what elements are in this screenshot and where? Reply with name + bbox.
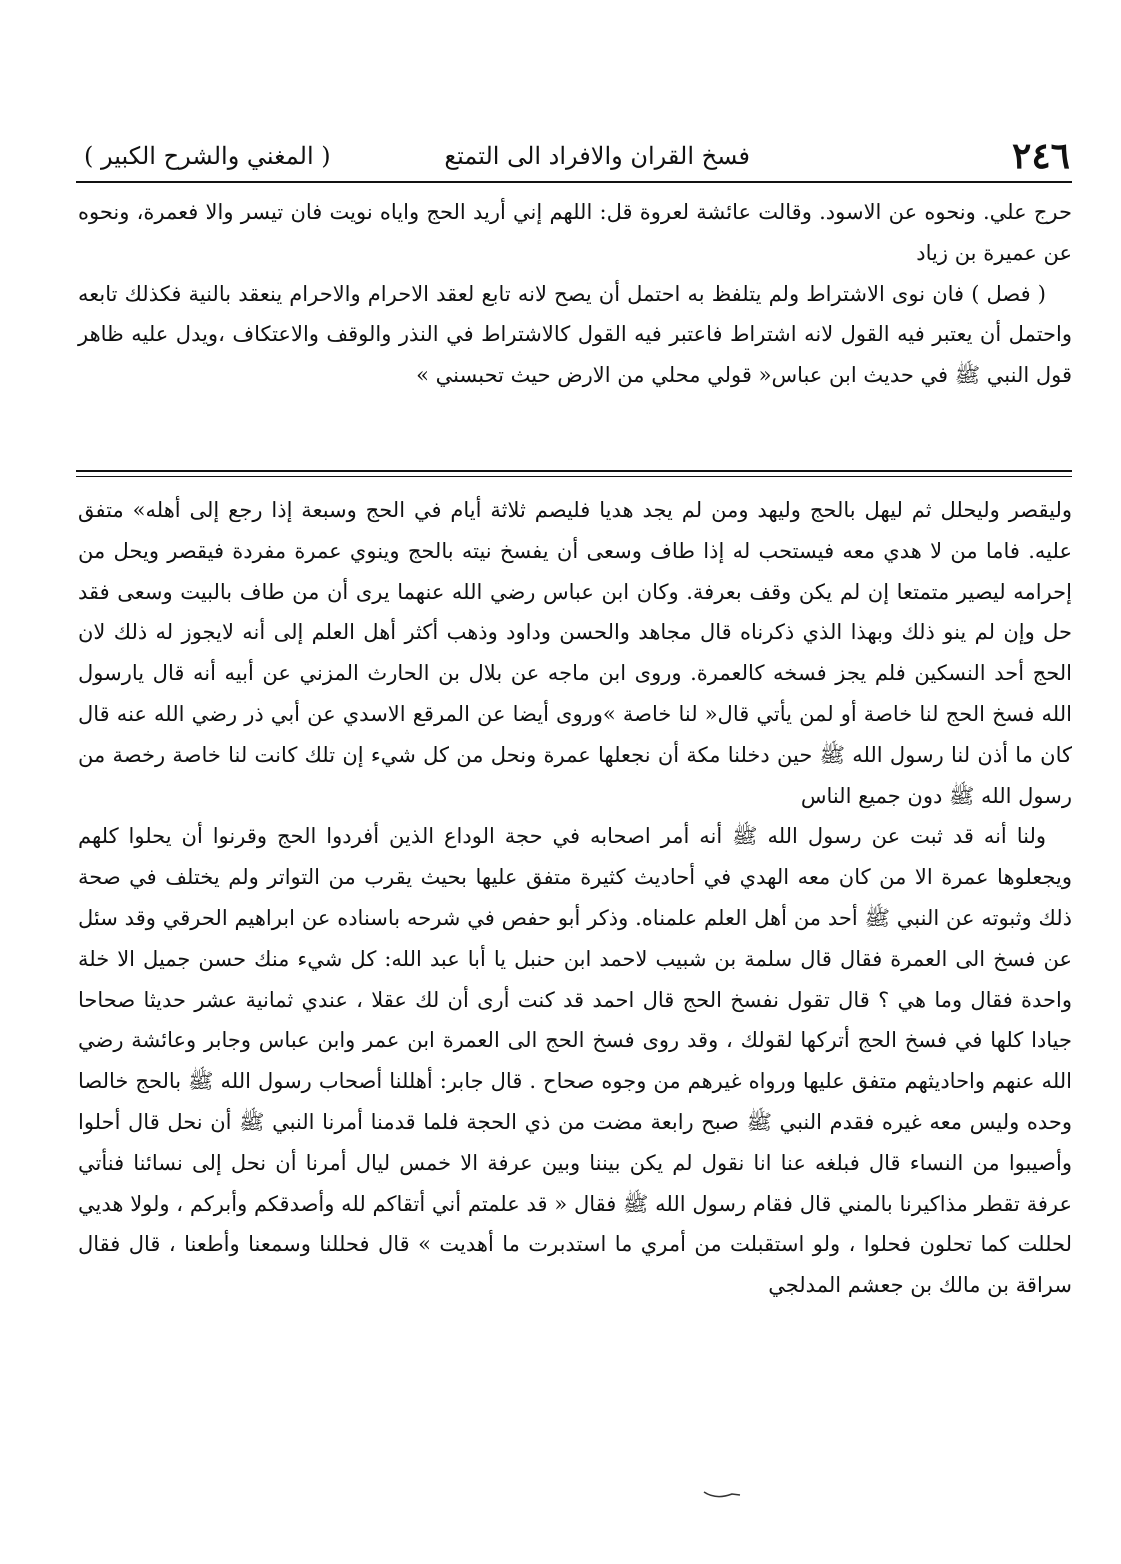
header-rule — [76, 181, 1072, 183]
section-divider — [76, 470, 1072, 472]
upper-text-section — [78, 192, 1072, 396]
book-title: ( المغني والشرح الكبير ) — [84, 142, 331, 170]
catchword-mark — [702, 1488, 742, 1500]
paragraph: وليقصر وليحلل ثم ليهل بالحج وليهد ومن لم يجد هديا فليصم ثلاثة أيام في الحج وسبعة إذا رجع إلى أهله» متفق عليه. فاما من لا هدي معه فيستحب له إذا طاف وسعى أن يفسخ نيته بالحج وينوي عمرة مفردة فيقصر ويحل من إحرامه ليصير متمتعا إن لم يكن وقف بعرفة. وكان ابن عباس رضي الله عنهما يرى أن من طاف بالبيت وسعى فقد حل وإن لم ينو ذلك وبهذا الذي ذكرناه قال مجاهد والحسن وداود وذهب أكثر أهل العلم إلى أنه لايجوز له ذلك لان الحج أحد النسكين فلم يجز فسخه كالعمرة. وروى ابن ماجه عن بلال بن الحارث المزني عن أبيه أنه قال يارسول الله فسخ الحج لنا خاصة أو لمن يأتي قال« لنا خاصة »وروى أيضا عن المرقع الاسدي عن أبي ذر رضي الله عنه قال كان ما أذن لنا رسول الله ﷺ حين دخلنا مكة أن نجعلها عمرة ونحل من كل شيء إن تلك كانت لنا خاصة رخصة من رسول الله ﷺ دون جميع الناس — [78, 498, 1072, 808]
lower-text-section — [78, 490, 1072, 1306]
paragraph: حرج علي. ونحوه عن الاسود. وقالت عائشة لعروة قل: اللهم إني أريد الحج واياه نويت فان تيسر والا فعمرة، ونحوه عن عميرة بن زياد — [78, 200, 1072, 265]
running-title: فسخ القران والافراد الى التمتع — [444, 142, 750, 170]
page-header — [70, 136, 1070, 178]
page-number: ٢٤٦ — [1011, 135, 1070, 177]
paragraph: ولنا أنه قد ثبت عن رسول الله ﷺ أنه أمر اصحابه في حجة الوداع الذين أفردوا الحج وقرنوا أن يحلوا كلهم ويجعلوها عمرة الا من كان معه الهدي في أحاديث كثيرة متفق عليها بحيث يقرب من التواتر ولم يختلف في صحة ذلك وثبوته عن النبي ﷺ أحد من أهل العلم علمناه. وذكر أبو حفص في شرحه باسناده عن ابراهيم الحرقي وقد سئل عن فسخ الى العمرة فقال قال سلمة بن شبيب لاحمد ابن حنبل يا أبا عبد الله: كل شيء منك حسن جميل الا خلة واحدة فقال وما هي ؟ قال تقول نفسخ الحج قال احمد قد كنت أرى أن لك عقلا ، عندي ثمانية عشر حديثا صحاحا جيادا كلها في فسخ الحج أتركها لقولك ، وقد روى فسخ الحج الى العمرة ابن عمر وابن عباس وجابر وعائشة رضي الله عنهم واحاديثهم متفق عليها ورواه غيرهم من وجوه صحاح . قال جابر: أهللنا أصحاب رسول الله ﷺ بالحج خالصا وحده وليس معه غيره فقدم النبي ﷺ صبح رابعة مضت من ذي الحجة فلما قدمنا أمرنا النبي ﷺ أن نحل قال أحلوا وأصيبوا من النساء قال فبلغه عنا انا نقول لم يكن بيننا وبين عرفة الا خمس ليال أمرنا أن نحل إلى نسائنا فنأتي عرفة تقطر مذاكيرنا بالمني قال فقام رسول الله ﷺ فقال « قد علمتم أني أتقاكم لله وأصدقكم وأبركم ، ولولا هديي لحللت كما تحلون فحلوا ، ولو استقبلت من أمري ما استدبرت ما أهديت » قال فحللنا وسمعنا وأطعنا ، قال فقال سراقة بن مالك بن جعشم المدلجي — [78, 824, 1072, 1298]
section-divider — [76, 476, 1072, 477]
paragraph: ( فصل ) فان نوى الاشتراط ولم يتلفظ به احتمل أن يصح لانه تابع لعقد الاحرام والاحرام ينعقد بالنية فكذلك تابعه واحتمل أن يعتبر فيه القول لانه اشتراط فاعتبر فيه القول كالاشتراط في النذر والوقف والاعتكاف ،ويدل عليه ظاهر قول النبي ﷺ في حديث ابن عباس« قولي محلي من الارض حيث تحبسني » — [78, 281, 1072, 388]
